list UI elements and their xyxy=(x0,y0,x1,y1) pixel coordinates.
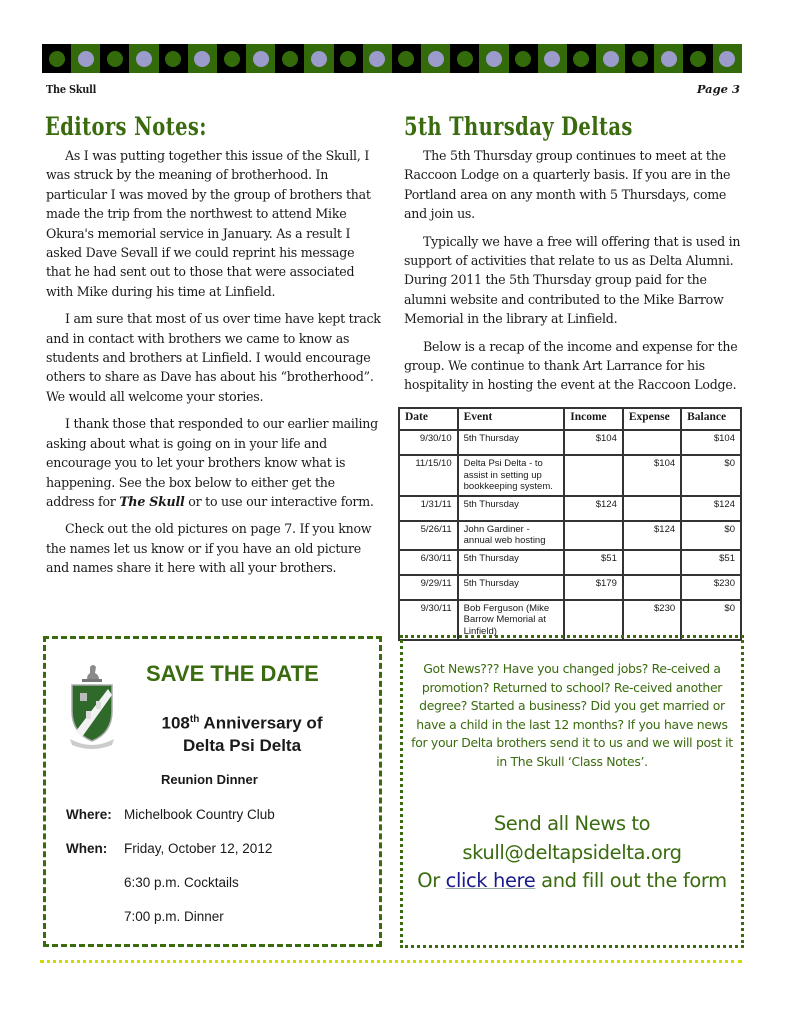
banner-dot-icon xyxy=(486,51,502,67)
publication-name: The Skull xyxy=(46,82,97,96)
banner-square xyxy=(654,44,683,73)
banner-dot-icon xyxy=(544,51,560,67)
banner-square xyxy=(100,44,129,73)
banner-square xyxy=(479,44,508,73)
banner-dot-icon xyxy=(311,51,327,67)
banner-dot-icon xyxy=(690,51,706,67)
paragraph: Typically we have a free will offering that is used in support of activities that relate to us as Delta Alumni. During 2011 the 5th Thursday group paid for the alumni website and contributed to the Mike Barrow Memorial in the library at Linfield. xyxy=(404,233,741,327)
where-label: Where: xyxy=(66,807,112,822)
where-value: Michelbook Country Club xyxy=(124,807,275,822)
fraternity-crest-icon xyxy=(68,661,116,751)
anniversary-heading xyxy=(142,709,342,757)
banner-dot-icon xyxy=(107,51,123,67)
banner-dot-icon xyxy=(573,51,589,67)
cell-income: $179 xyxy=(564,575,623,600)
table-header-row xyxy=(399,408,741,430)
table-row xyxy=(399,575,741,600)
cell-expense xyxy=(623,550,681,575)
paragraph: The 5th Thursday group continues to meet at the Raccoon Lodge on a quarterly basis. If you are in the Portland area on any month with 5 Thursdays, come and join us. xyxy=(404,148,731,222)
when-label: When: xyxy=(66,841,108,856)
cell-event: 5th Thursday xyxy=(458,575,565,600)
banner-dot-icon xyxy=(340,51,356,67)
banner-square xyxy=(159,44,188,73)
page-number: Page 3 xyxy=(696,82,740,96)
banner-dot-icon xyxy=(194,51,210,67)
cell-balance: $124 xyxy=(681,496,741,521)
banner-square xyxy=(334,44,363,73)
cell-expense xyxy=(623,430,681,455)
column-header-income: Income xyxy=(564,408,623,430)
cell-income xyxy=(564,521,623,550)
fifth-thursday-body xyxy=(404,146,742,403)
paragraph: I am sure that most of us over time have kept track and in contact with brothers we came to know as students and brothers at Linfield. I would encourage others to share as Dave has about his “brotherhood”. We would all welcome your stories. xyxy=(46,311,381,404)
paragraph-text: I thank those that responded to our earlier mailing asking about what is going on in your life and encourage you to let your brothers know what is happening. See the box below to either get the address for xyxy=(46,416,378,509)
cell-balance: $0 xyxy=(681,521,741,550)
banner-dot-icon xyxy=(398,51,414,67)
banner-square xyxy=(71,44,100,73)
banner-square xyxy=(567,44,596,73)
banner-dot-icon xyxy=(603,51,619,67)
paragraph: Below is a recap of the income and expense for the group. We continue to thank Art Larrance for his hospitality in hosting the event at the Raccoon Lodge. xyxy=(404,338,738,393)
table-row xyxy=(399,496,741,521)
table-row xyxy=(399,430,741,455)
banner-square xyxy=(304,44,333,73)
banner-square xyxy=(129,44,158,73)
cell-date: 9/30/11 xyxy=(399,600,458,641)
banner-dot-icon xyxy=(457,51,473,67)
cell-expense: $124 xyxy=(623,521,681,550)
banner-square xyxy=(188,44,217,73)
banner-dot-icon xyxy=(632,51,648,67)
column-header-date: Date xyxy=(399,408,458,430)
class-notes-box xyxy=(400,635,744,948)
banner-dot-icon xyxy=(661,51,677,67)
dinner-time: 7:00 p.m. Dinner xyxy=(124,909,224,924)
column-header-balance: Balance xyxy=(681,408,741,430)
table-row xyxy=(399,550,741,575)
cell-event: 5th Thursday xyxy=(458,550,565,575)
banner-dot-icon xyxy=(282,51,298,67)
ordinal-suffix: th xyxy=(189,714,200,725)
banner-square xyxy=(421,44,450,73)
cell-event: 5th Thursday xyxy=(458,496,565,521)
cell-event: John Gardiner - annual web hosting xyxy=(458,521,565,550)
banner-dot-icon xyxy=(78,51,94,67)
event-name: Reunion Dinner xyxy=(161,772,258,787)
news-email-address: skull@deltapsidelta.org xyxy=(462,840,682,864)
cell-date: 9/29/11 xyxy=(399,575,458,600)
banner-square xyxy=(625,44,654,73)
cta-or: Or xyxy=(417,869,446,892)
cell-event: Delta Psi Delta - to assist in setting up bookkeeping system. xyxy=(458,455,565,496)
banner-dot-icon xyxy=(49,51,65,67)
paragraph xyxy=(46,414,382,511)
cocktails-time: 6:30 p.m. Cocktails xyxy=(124,875,239,890)
cell-balance: $51 xyxy=(681,550,741,575)
cell-balance: $0 xyxy=(681,600,741,641)
cell-date: 6/30/11 xyxy=(399,550,458,575)
publication-emphasis: The Skull xyxy=(119,493,185,509)
cell-income xyxy=(564,455,623,496)
decorative-banner xyxy=(42,44,742,73)
banner-square xyxy=(538,44,567,73)
organization-name: Delta Psi Delta xyxy=(182,735,302,755)
cell-expense xyxy=(623,575,681,600)
save-the-date-title: SAVE THE DATE xyxy=(146,661,319,686)
cta-heading: Send all News to xyxy=(493,812,651,835)
anniversary-text: Anniversary of xyxy=(199,713,323,733)
anniversary-number: 108 xyxy=(161,713,190,733)
banner-square xyxy=(392,44,421,73)
cell-expense: $104 xyxy=(623,455,681,496)
cell-income xyxy=(564,600,623,641)
table-row xyxy=(399,600,741,641)
banner-square xyxy=(363,44,392,73)
cell-income: $124 xyxy=(564,496,623,521)
banner-dot-icon xyxy=(428,51,444,67)
cell-balance: $104 xyxy=(681,430,741,455)
banner-dot-icon xyxy=(369,51,385,67)
footer-dotted-rule xyxy=(40,960,742,963)
banner-square xyxy=(450,44,479,73)
cta-after-link: and fill out the form xyxy=(535,869,727,892)
banner-square xyxy=(713,44,742,73)
cell-expense xyxy=(623,496,681,521)
save-the-date-box xyxy=(43,636,382,947)
banner-square xyxy=(509,44,538,73)
banner-square xyxy=(275,44,304,73)
cell-income: $104 xyxy=(564,430,623,455)
cell-income: $51 xyxy=(564,550,623,575)
cell-balance: $0 xyxy=(681,455,741,496)
banner-square xyxy=(42,44,71,73)
paragraph: Check out the old pictures on page 7. If you know the names let us know or if you have an old picture and names share it here with all your brothers. xyxy=(46,521,372,576)
cell-expense: $230 xyxy=(623,600,681,641)
fifth-thursday-title: 5th Thursday Deltas xyxy=(404,112,633,141)
editors-notes-body xyxy=(46,146,382,586)
banner-dot-icon xyxy=(719,51,735,67)
cell-event: Bob Ferguson (Mike Barrow Memorial at Linfield) xyxy=(458,600,565,641)
banner-square xyxy=(246,44,275,73)
banner-square xyxy=(683,44,712,73)
cell-event: 5th Thursday xyxy=(458,430,565,455)
income-expense-table xyxy=(398,407,742,641)
paragraph: As I was putting together this issue of the Skull, I was struck by the meaning of brotherhood. In particular I was moved by the group of brothers that made the trip from the northwest to attend Mike Okura's memorial service in January. As a result I asked Dave Sevall if we could reprint his message that he had sent out to those that were associated with Mike during his time at Linfield. xyxy=(46,148,371,299)
banner-square xyxy=(596,44,625,73)
cell-balance: $230 xyxy=(681,575,741,600)
banner-square xyxy=(217,44,246,73)
cell-date: 11/15/10 xyxy=(399,455,458,496)
editors-notes-title: Editors Notes: xyxy=(45,112,207,141)
banner-dot-icon xyxy=(165,51,181,67)
cell-date: 1/31/11 xyxy=(399,496,458,521)
cell-date: 9/30/10 xyxy=(399,430,458,455)
banner-dot-icon xyxy=(224,51,240,67)
click-here-link[interactable]: click here xyxy=(445,869,536,892)
send-news-cta xyxy=(409,810,735,896)
table-row xyxy=(399,455,741,496)
banner-dot-icon xyxy=(253,51,269,67)
class-notes-prompt: Got News??? Have you changed jobs? Re-ceived a promotion? Returned to school? Re-ceived another degree? Started a business? Did you get married or have a child in the last 12 months? If you have news for your Delta brothers send it to us and we will post it in The Skull ‘Class Notes’. xyxy=(411,661,733,769)
paragraph-text: or to use our interactive form. xyxy=(184,493,374,509)
cell-date: 5/26/11 xyxy=(399,521,458,550)
column-header-event: Event xyxy=(458,408,565,430)
banner-dot-icon xyxy=(136,51,152,67)
table-row xyxy=(399,521,741,550)
column-header-expense: Expense xyxy=(623,408,681,430)
when-value: Friday, October 12, 2012 xyxy=(124,841,273,856)
banner-dot-icon xyxy=(515,51,531,67)
